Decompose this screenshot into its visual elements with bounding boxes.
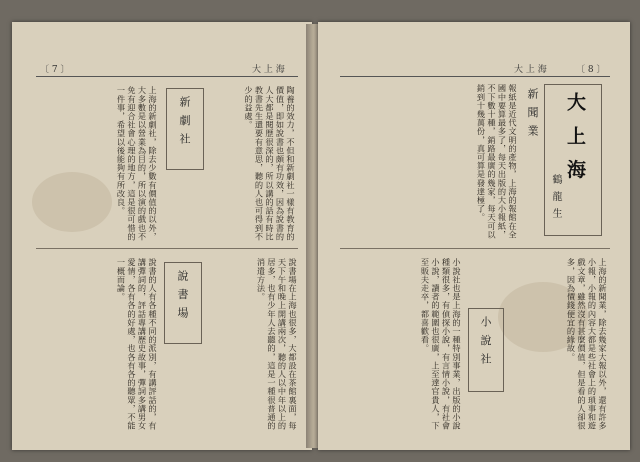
left-header-rule xyxy=(36,76,298,77)
author-name: 鶴 龍 生 xyxy=(550,174,561,221)
right-header-rule xyxy=(340,76,610,77)
article-title-storytelling: 說 書 場 xyxy=(176,270,189,320)
left-text-column-2: 上海的新劇社，除去少數有價值的以外，大多數是以營業為目的，所以演的戲也不免有迎合社會心理的地方，這是很可惜的一件事，希望以後能夠有所改良。 xyxy=(116,86,158,241)
left-text-column-4: 說書的人有各種不同的派別，有講評話的，有講彈詞的，評話專講歷史故事，彈詞多講男女愛情，各有各的好處，也各有各的聽眾，不能一概而論。 xyxy=(116,258,158,430)
right-text-column-2: 上海的新聞業，除去幾家大報以外，還有許多小報，小報的內容大都是些社會上的瑣事和遊戲文章，雖然沒有甚麼價值，但是看的人卻很多，因為價錢便宜的緣故。 xyxy=(566,258,608,430)
left-text-column-3: 說書場在上海也很多，大都設在茶館裏面，每天下午和晚上開講兩次，聽的人以中年以上的居多，也有少年人去聽的，這是一種很普通的消遣方法。 xyxy=(256,258,298,430)
left-text-column-1: 陶養的效力，不但和新劇社一樣有教育的價值，即如說書也頗有功效，因為說書的人大都是閱歷很深的，所以講的話有時比教書先生還要有意思，聽的人也可得到不少的益處。 xyxy=(244,86,296,241)
article-title-new-drama: 新 劇 社 xyxy=(178,96,191,146)
right-text-column-1: 報紙是近代文明的產物，上海的報館在全國中要算最多了，每天出版的大小報紙，不下數十種，銷路最廣的幾家，每天可以銷到十幾萬份，真可算是發達極了。 xyxy=(476,84,518,239)
left-running-head: 大 上 海 xyxy=(252,65,285,75)
right-page-number: 〔 8 〕 xyxy=(576,65,606,75)
magazine-spread xyxy=(6,10,634,456)
right-running-head: 大 上 海 xyxy=(514,65,547,75)
main-title: 大 上 海 xyxy=(564,92,586,183)
left-page xyxy=(12,22,312,450)
left-page-number: 〔 7 〕 xyxy=(40,65,70,75)
right-mid-rule xyxy=(340,248,610,249)
left-mid-rule xyxy=(36,248,298,249)
right-text-column-3: 小說社也是上海的一種特別事業，出版的小說種類很多，有偵探小說，有言情小說，有社會小說，讀者的範圍也很廣，上至達官貴人，下至販夫走卒，都喜歡看。 xyxy=(420,258,462,430)
section-title-news: 新 聞 業 xyxy=(526,88,539,138)
section-title-novel: 小 說 社 xyxy=(479,316,492,366)
right-page xyxy=(318,22,630,450)
